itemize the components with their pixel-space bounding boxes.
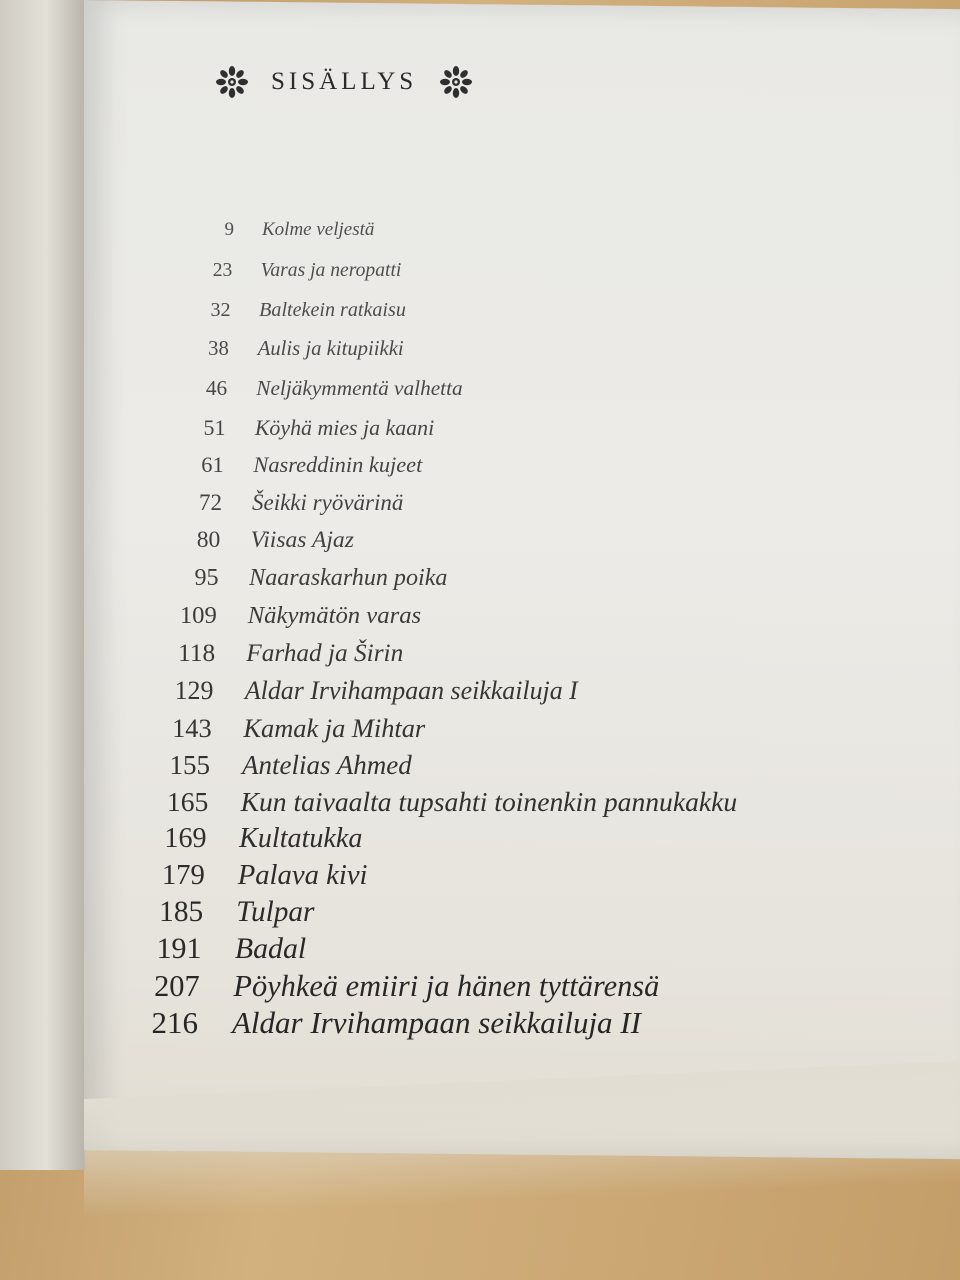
toc-page-number: 191 xyxy=(156,932,202,966)
toc-entry-title: Aldar Irvihampaan seikkailuja II xyxy=(232,1005,641,1040)
toc-page-number: 118 xyxy=(178,638,216,667)
toc-entry xyxy=(185,338,403,361)
toc-page-number: 207 xyxy=(154,968,200,1003)
toc-entry-title: Kultatukka xyxy=(239,822,363,854)
toc-entry xyxy=(157,713,425,744)
toc-entry-title: Pöyhkeä emiiri ja hänen tyttärensä xyxy=(233,968,660,1003)
toc-page-number: 23 xyxy=(212,260,233,282)
toc-page-number: 51 xyxy=(203,414,226,440)
toc-entry xyxy=(143,896,315,929)
toc-entry xyxy=(174,490,403,516)
toc-entry xyxy=(168,565,447,592)
toc-entry xyxy=(137,969,659,1004)
toc-entry-title: Badal xyxy=(234,932,307,966)
toc-page-number: 72 xyxy=(199,489,222,515)
toc-entry-title: Nasreddinin kujeet xyxy=(253,452,423,478)
toc-page-number: 185 xyxy=(159,895,204,928)
toc-page-number: 165 xyxy=(166,786,209,818)
toc-page-number: 80 xyxy=(196,527,221,554)
toc-entry xyxy=(177,452,422,478)
toc-page-number: 169 xyxy=(164,822,207,854)
toc-entry-title: Kun taivaalta tupsahti toinenkin pannukakku xyxy=(240,786,738,818)
toc-page-number: 179 xyxy=(161,859,205,892)
toc-page-number: 46 xyxy=(205,376,228,401)
contents-title: SISÄLLYS xyxy=(271,68,418,95)
toc-entry-title: Näkymätön varas xyxy=(247,601,422,629)
toc-page-number: 216 xyxy=(151,1005,198,1040)
toc-page-number: 38 xyxy=(208,338,229,361)
toc-entry-title: Antelias Ahmed xyxy=(242,749,412,780)
toc-entry-title: Aulis ja kitupiikki xyxy=(257,338,404,361)
toc-page-number: 9 xyxy=(224,219,234,240)
toc-page-number: 32 xyxy=(210,299,231,322)
toc-entry-title: Farhad ja Širin xyxy=(246,638,404,667)
toc-entry xyxy=(154,750,412,781)
toc-entry-title: Kolme veljestä xyxy=(262,219,375,240)
toc-entry-title: Kamak ja Mihtar xyxy=(243,712,426,743)
toc-entry-title: Köyhä mies ja kaani xyxy=(254,414,435,440)
toc-entry-title: Palava kivi xyxy=(237,859,368,892)
toc-entry xyxy=(188,299,406,322)
toc-entry xyxy=(148,823,362,855)
toc-entry xyxy=(180,415,434,441)
toc-entry-title: Viisas Ajaz xyxy=(250,527,354,554)
toc-entry xyxy=(163,639,404,668)
toc-page-number: 143 xyxy=(172,712,212,743)
toc-entry xyxy=(145,859,367,892)
toc-entry-title: Baltekein ratkaisu xyxy=(259,299,406,322)
toc-entry xyxy=(171,527,354,554)
toc-entry-title: Varas ja neropatti xyxy=(260,260,402,282)
toc-entry xyxy=(165,602,421,630)
toc-entry xyxy=(140,932,307,966)
toc-entry-title: Šeikki ryövärinä xyxy=(252,489,404,515)
toc-page-number: 155 xyxy=(169,749,210,780)
toc-entry xyxy=(191,260,401,282)
toc-entry-title: Naaraskarhun poika xyxy=(249,564,448,591)
toc-entry xyxy=(160,676,578,706)
toc-entry xyxy=(183,376,463,401)
toc-entry xyxy=(194,219,374,241)
toc-entry-title: Neljäkymmentä valhetta xyxy=(256,376,463,401)
toc-page-number: 95 xyxy=(194,564,219,591)
toc-entry-title: Tulpar xyxy=(236,895,315,928)
toc-page-number: 109 xyxy=(179,601,217,629)
toc-page-number: 61 xyxy=(201,452,224,478)
toc-entry xyxy=(134,1005,641,1041)
toc-entry xyxy=(151,786,737,818)
toc-entry-title: Aldar Irvihampaan seikkailuja I xyxy=(244,675,578,705)
toc-page-number: 129 xyxy=(174,675,214,705)
